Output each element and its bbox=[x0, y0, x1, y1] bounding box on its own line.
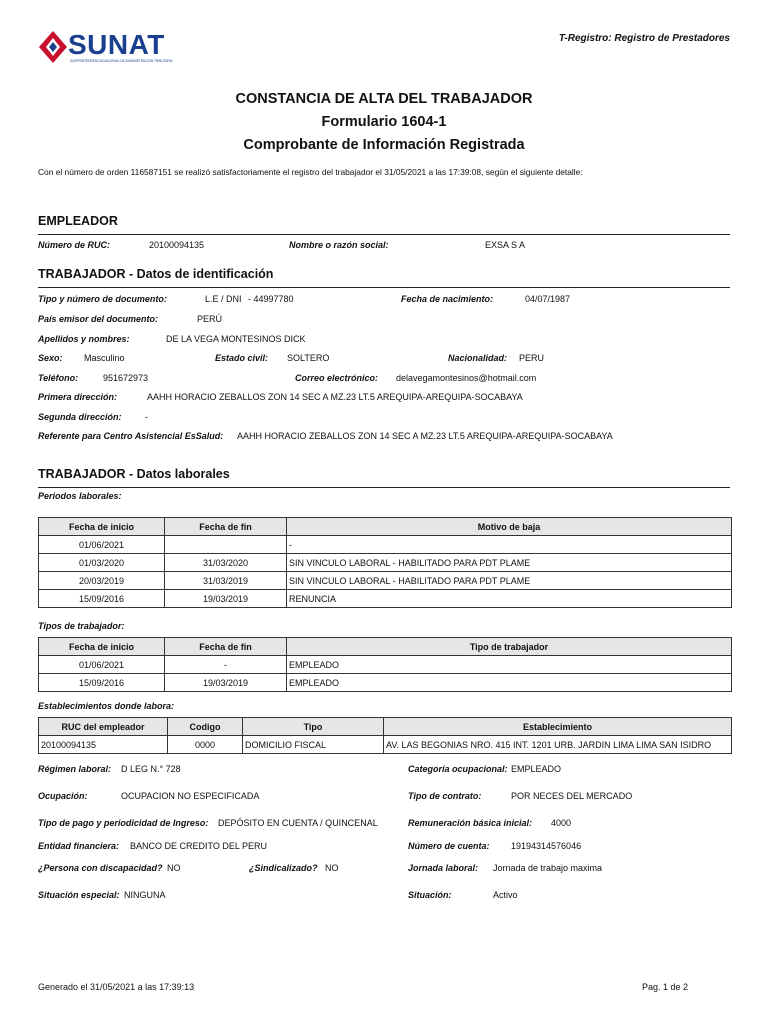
tipos-label: Tipos de trabajador: bbox=[38, 621, 125, 631]
tipo-doc-label: Tipo y número de documento: bbox=[38, 294, 167, 304]
col-establecimiento: Establecimiento bbox=[384, 718, 732, 736]
estab-label: Establecimientos donde labora: bbox=[38, 701, 175, 711]
col-ruc-empleador: RUC del empleador bbox=[39, 718, 168, 736]
remuneracion-label: Remuneración básica inicial: bbox=[408, 818, 533, 828]
regimen-value: D LEG N.° 728 bbox=[121, 764, 181, 774]
title-comprobante: Comprobante de Información Registrada bbox=[243, 137, 525, 153]
cell: SIN VINCULO LABORAL - HABILITADO PARA PDT PLAME bbox=[287, 554, 732, 572]
dir2-value: - bbox=[145, 412, 148, 422]
dir1-label: Primera dirección: bbox=[38, 392, 118, 402]
especial-label: Situación especial: bbox=[38, 890, 120, 900]
cell: 31/03/2019 bbox=[165, 572, 287, 590]
footer-pagina: Pag. 1 de 2 bbox=[641, 982, 688, 992]
entidad-label: Entidad financiera: bbox=[38, 841, 120, 851]
cell: EMPLEADO bbox=[287, 656, 732, 674]
dir2-label: Segunda dirección: bbox=[38, 412, 122, 422]
table-header-row bbox=[39, 518, 732, 536]
estado-civil-label: Estado civil: bbox=[215, 353, 269, 363]
cell: 01/06/2021 bbox=[39, 536, 165, 554]
table-row bbox=[39, 656, 732, 674]
cell bbox=[165, 536, 287, 554]
logo-text: SUNAT bbox=[68, 29, 165, 60]
establecimientos-table bbox=[38, 717, 732, 754]
jornada-label: Jornada laboral: bbox=[408, 863, 479, 873]
sindicalizado-label: ¿Sindicalizado? bbox=[249, 863, 318, 873]
divider bbox=[38, 287, 730, 288]
contrato-value: POR NECES DEL MERCADO bbox=[511, 791, 633, 801]
col-fecha-inicio: Fecha de inicio bbox=[39, 518, 165, 536]
col-fecha-fin: Fecha de fin bbox=[165, 638, 287, 656]
cell: 19/03/2019 bbox=[165, 590, 287, 608]
section-laborales: TRABAJADOR - Datos laborales bbox=[38, 467, 230, 481]
table-row bbox=[39, 590, 732, 608]
cell: EMPLEADO bbox=[287, 674, 732, 692]
especial-value: NINGUNA bbox=[124, 890, 166, 900]
cell: - bbox=[287, 536, 732, 554]
cell: 01/06/2021 bbox=[39, 656, 165, 674]
col-fecha-inicio: Fecha de inicio bbox=[39, 638, 165, 656]
logo-subtext: SUPERINTENDENCIA NACIONAL DE ADMINISTRACION TRIBUTARIA bbox=[70, 59, 173, 63]
col-tipo-trabajador: Tipo de trabajador bbox=[287, 638, 732, 656]
cell: 20/03/2019 bbox=[39, 572, 165, 590]
nombres-label: Apellidos y nombres: bbox=[38, 334, 130, 344]
categoria-value: EMPLEADO bbox=[511, 764, 562, 774]
sindicalizado-value: NO bbox=[325, 863, 339, 873]
table-header-row bbox=[39, 638, 732, 656]
cell: DOMICILIO FISCAL bbox=[243, 736, 384, 754]
tipos-table bbox=[38, 637, 732, 692]
pais-value: PERÚ bbox=[197, 314, 223, 324]
cell: AV. LAS BEGONIAS NRO. 415 INT. 1201 URB. JARDIN LIMA LIMA SAN ISIDRO bbox=[384, 736, 732, 754]
table-row bbox=[39, 674, 732, 692]
pago-value: DEPÓSITO EN CUENTA / QUINCENAL bbox=[218, 818, 378, 828]
estado-civil-value: SOLTERO bbox=[287, 353, 330, 363]
telefono-value: 951672973 bbox=[103, 373, 149, 383]
regimen-label: Régimen laboral: bbox=[38, 764, 112, 774]
situacion-value: Activo bbox=[493, 890, 518, 900]
dir1-value: AAHH HORACIO ZEBALLOS ZON 14 SEC A MZ.23 LT.5 AREQUIPA-AREQUIPA-SOCABAYA bbox=[147, 392, 523, 402]
correo-value: delavegamontesinos@hotmail.com bbox=[396, 373, 537, 383]
tipo-doc-value: L.E / DNI bbox=[205, 294, 242, 304]
ruc-value: 20100094135 bbox=[149, 240, 205, 250]
title-constancia: CONSTANCIA DE ALTA DEL TRABAJADOR bbox=[235, 91, 533, 107]
table-row bbox=[39, 736, 732, 754]
system-name: T-Registro: Registro de Prestadores bbox=[558, 33, 730, 44]
cuenta-value: 19194314576046 bbox=[511, 841, 582, 851]
num-doc-value: - 44997780 bbox=[248, 294, 294, 304]
cuenta-label: Número de cuenta: bbox=[408, 841, 490, 851]
sunat-emblem-icon bbox=[38, 30, 68, 64]
sexo-value: Masculino bbox=[84, 353, 125, 363]
nombres-value: DE LA VEGA MONTESINOS DICK bbox=[166, 334, 306, 344]
telefono-label: Teléfono: bbox=[38, 373, 79, 383]
divider bbox=[38, 234, 730, 235]
col-codigo: Codigo bbox=[168, 718, 243, 736]
table-row bbox=[39, 536, 732, 554]
razon-value: EXSA S A bbox=[485, 240, 526, 250]
discapacidad-label: ¿Persona con discapacidad? bbox=[38, 863, 163, 873]
ocupacion-label: Ocupación: bbox=[38, 791, 88, 801]
discapacidad-value: NO bbox=[167, 863, 181, 873]
col-motivo-baja: Motivo de baja bbox=[287, 518, 732, 536]
table-header-row bbox=[39, 718, 732, 736]
remuneracion-value: 4000 bbox=[551, 818, 572, 828]
footer-generado: Generado el 31/05/2021 a las 17:39:13 bbox=[38, 982, 195, 992]
nacionalidad-label: Nacionalidad: bbox=[448, 353, 508, 363]
table-row bbox=[39, 554, 732, 572]
ocupacion-value: OCUPACION NO ESPECIFICADA bbox=[121, 791, 260, 801]
fecha-nac-value: 04/07/1987 bbox=[525, 294, 571, 304]
sexo-label: Sexo: bbox=[38, 353, 63, 363]
cell: 01/03/2020 bbox=[39, 554, 165, 572]
col-tipo: Tipo bbox=[243, 718, 384, 736]
fecha-nac-label: Fecha de nacimiento: bbox=[401, 294, 494, 304]
cell: 20100094135 bbox=[39, 736, 168, 754]
nacionalidad-value: PERU bbox=[519, 353, 545, 363]
divider bbox=[38, 487, 730, 488]
periodos-table bbox=[38, 517, 732, 608]
periodos-label: Periodos laborales: bbox=[38, 491, 122, 501]
section-identificacion: TRABAJADOR - Datos de identificación bbox=[38, 267, 274, 281]
pago-label: Tipo de pago y periodicidad de Ingreso: bbox=[38, 818, 209, 828]
cell: RENUNCIA bbox=[287, 590, 732, 608]
intro-text: Con el número de orden 116587151 se realizó satisfactoriamente el registro del trabajador el 31/05/2021 a las 17:39:08, según el siguiente detalle: bbox=[38, 167, 583, 177]
entidad-value: BANCO DE CREDITO DEL PERU bbox=[130, 841, 268, 851]
ruc-label: Número de RUC: bbox=[38, 240, 111, 250]
sunat-logo bbox=[38, 28, 183, 68]
referente-value: AAHH HORACIO ZEBALLOS ZON 14 SEC A MZ.23 LT.5 AREQUIPA-AREQUIPA-SOCABAYA bbox=[237, 431, 613, 441]
table-row bbox=[39, 572, 732, 590]
contrato-label: Tipo de contrato: bbox=[408, 791, 482, 801]
cell: 15/09/2016 bbox=[39, 590, 165, 608]
cell: 15/09/2016 bbox=[39, 674, 165, 692]
correo-label: Correo electrónico: bbox=[295, 373, 379, 383]
pais-label: País emisor del documento: bbox=[38, 314, 159, 324]
cell: 19/03/2019 bbox=[165, 674, 287, 692]
title-formulario: Formulario 1604-1 bbox=[321, 114, 447, 130]
referente-label: Referente para Centro Asistencial EsSalud: bbox=[38, 431, 224, 441]
cell: 0000 bbox=[168, 736, 243, 754]
razon-label: Nombre o razón social: bbox=[289, 240, 389, 250]
cell: 31/03/2020 bbox=[165, 554, 287, 572]
jornada-value: Jornada de trabajo maxima bbox=[493, 863, 603, 873]
categoria-label: Categoría ocupacional: bbox=[408, 764, 508, 774]
cell: SIN VINCULO LABORAL - HABILITADO PARA PDT PLAME bbox=[287, 572, 732, 590]
col-fecha-fin: Fecha de fin bbox=[165, 518, 287, 536]
cell: - bbox=[165, 656, 287, 674]
section-empleador: EMPLEADOR bbox=[38, 214, 118, 228]
situacion-label: Situación: bbox=[408, 890, 452, 900]
